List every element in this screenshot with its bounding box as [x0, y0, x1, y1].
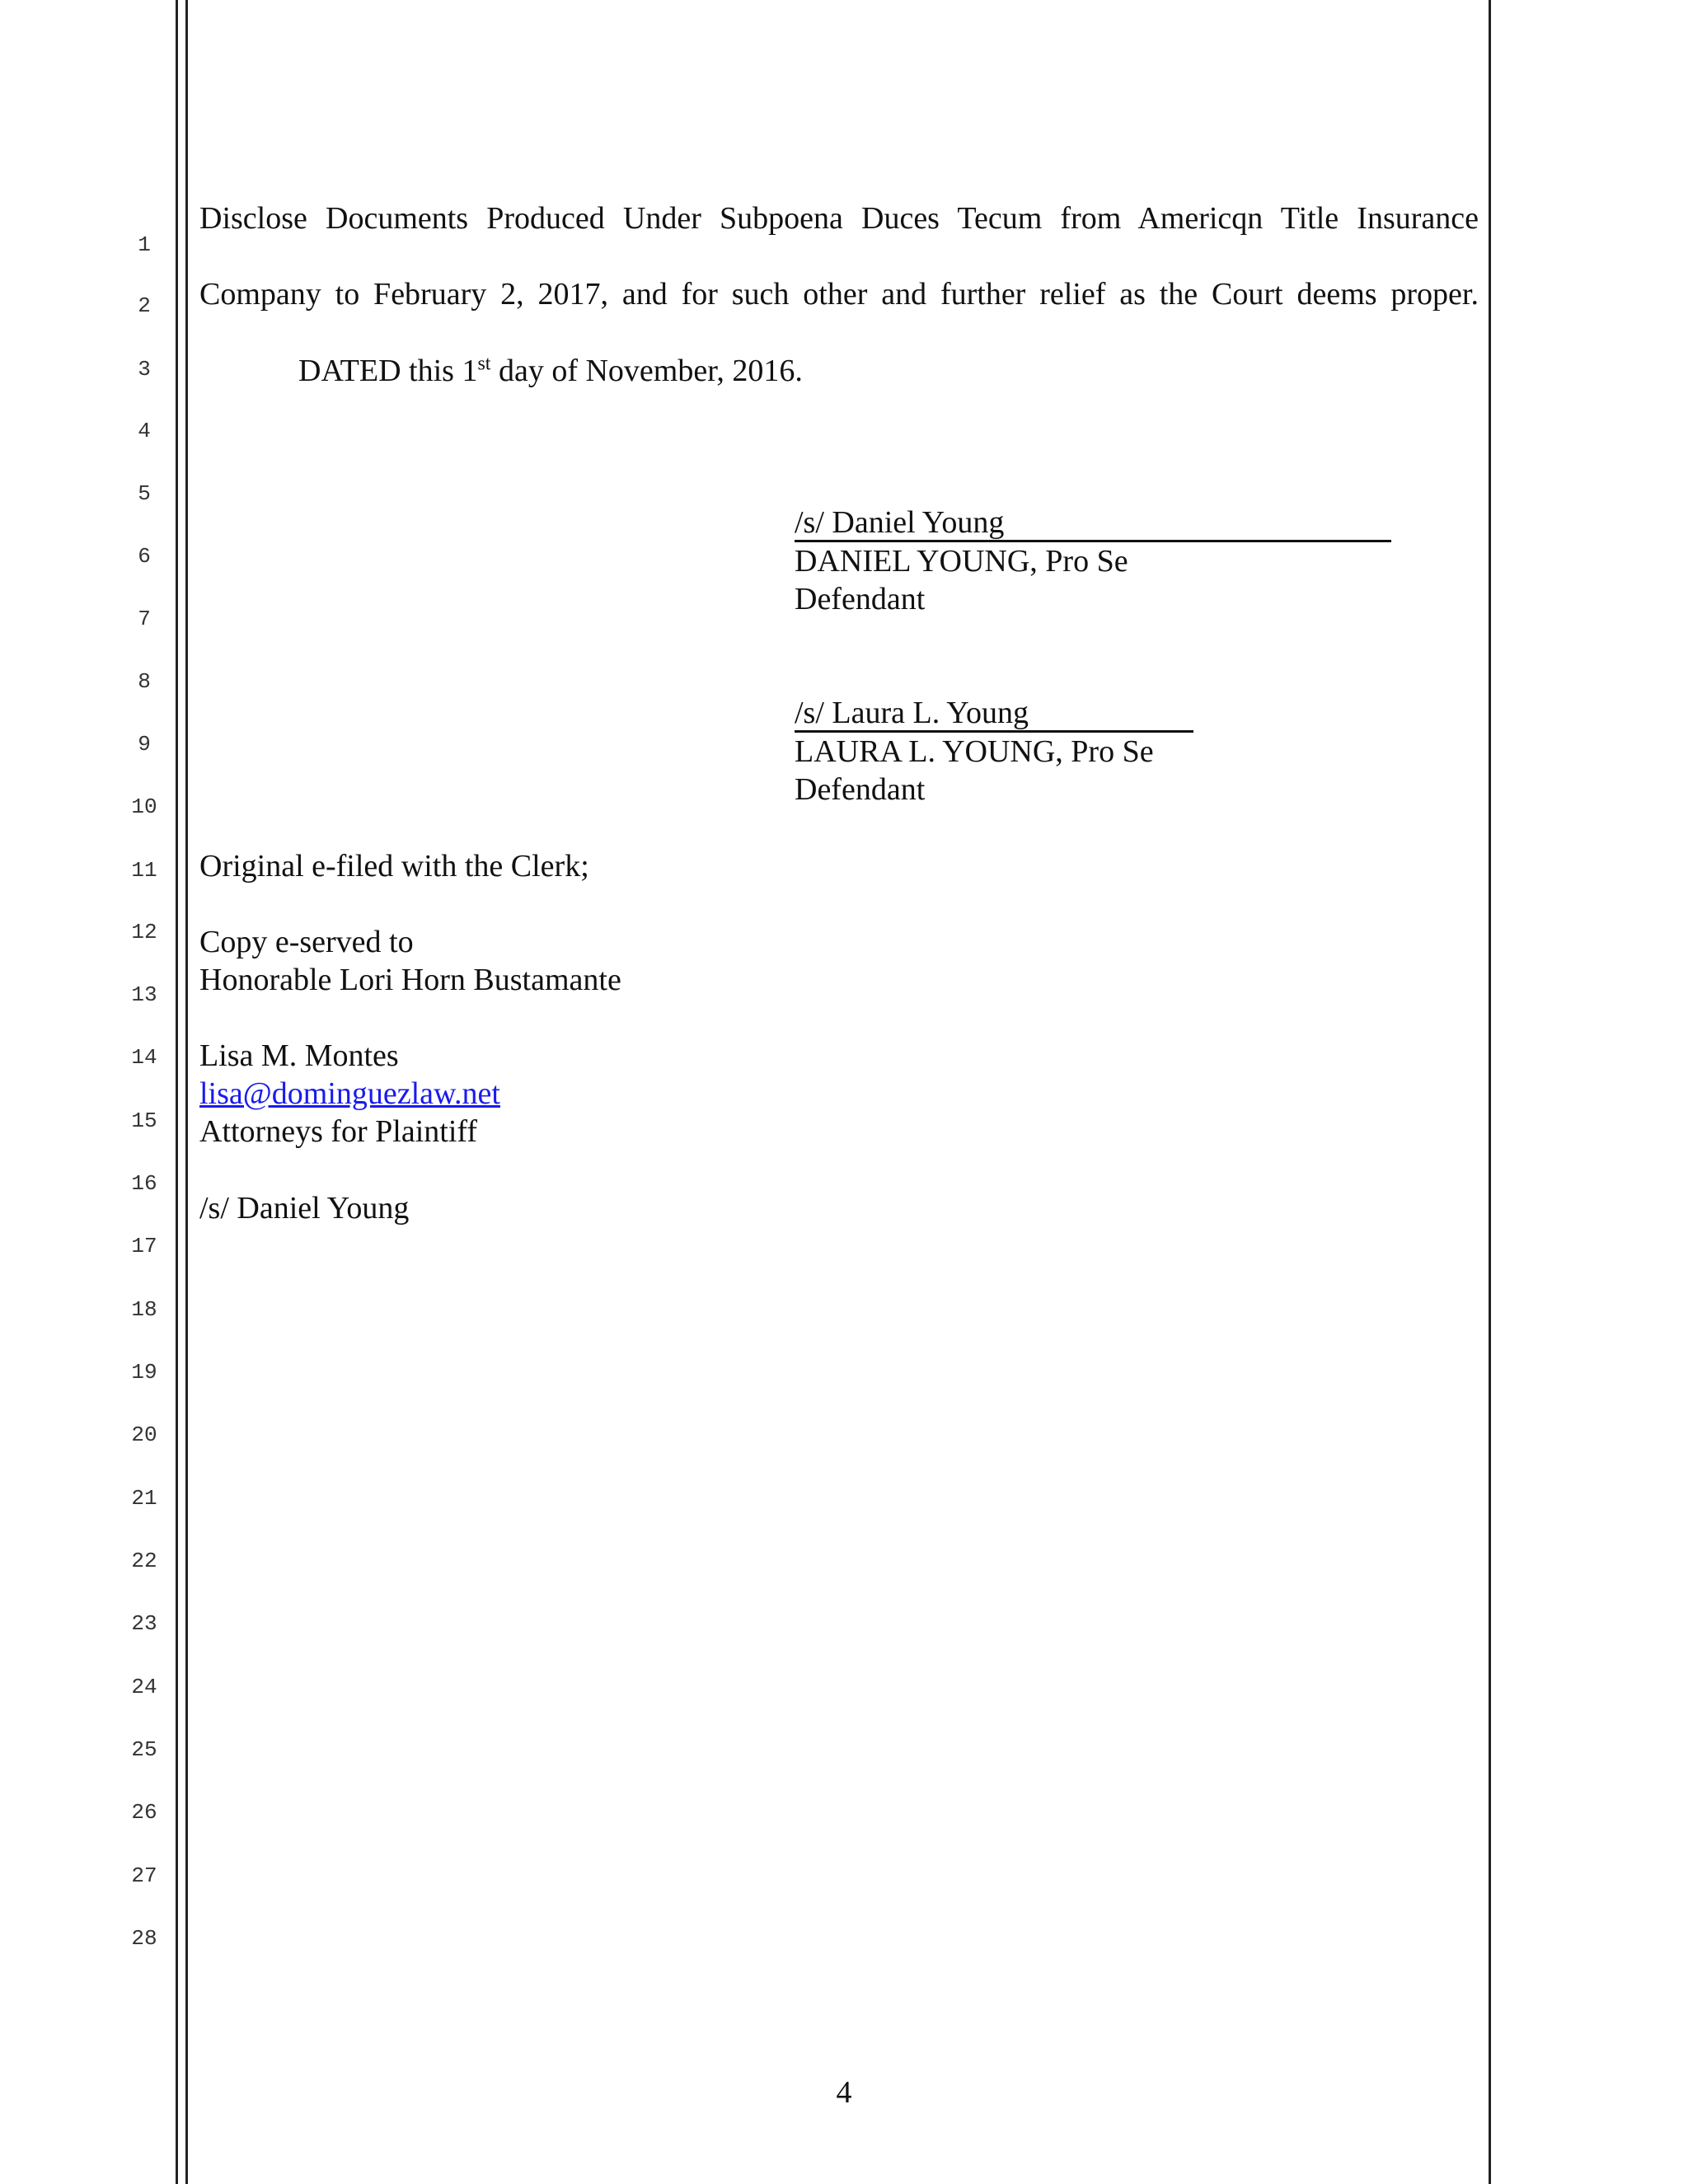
- line-number: 8: [138, 669, 151, 694]
- line-number: 14: [131, 1045, 157, 1070]
- line-number: 20: [131, 1422, 157, 1447]
- judge-name: Honorable Lori Horn Bustamante: [199, 963, 621, 997]
- original-filed-note: Original e-filed with the Clerk;: [199, 849, 589, 883]
- body-line-1: Disclose Documents Produced Under Subpoena Duces Tecum from Americqn Title Insurance: [199, 201, 1479, 236]
- line-number: 22: [131, 1549, 157, 1573]
- line-number: 9: [138, 732, 151, 757]
- line-number: 1: [138, 232, 151, 257]
- right-margin-rule: [1489, 0, 1491, 2184]
- signature-line: /s/ Daniel Young: [795, 507, 1391, 542]
- left-margin-rule-outer: [176, 0, 178, 2184]
- line-number: 18: [131, 1297, 157, 1322]
- signer-role-laura: Defendant: [795, 772, 926, 807]
- copy-served-note: Copy e-served to: [199, 925, 414, 959]
- signature-daniel: [795, 507, 1391, 542]
- line-number: 17: [131, 1234, 157, 1258]
- line-number: 6: [138, 544, 151, 569]
- line-number: 11: [131, 858, 157, 883]
- body-line-2: Company to February 2, 2017, and for such other and further relief as the Court deems proper.: [199, 277, 1479, 312]
- line-number: 16: [131, 1171, 157, 1196]
- line-number: 2: [138, 293, 151, 318]
- attorney-role: Attorneys for Plaintiff: [199, 1114, 478, 1149]
- attorney-email-link[interactable]: lisa@dominguezlaw.net: [199, 1076, 500, 1111]
- line-number: 7: [138, 607, 151, 631]
- line-number: 15: [131, 1108, 157, 1133]
- line-number: 26: [131, 1800, 157, 1825]
- line-number: 13: [131, 982, 157, 1007]
- page-number: 4: [836, 2075, 852, 2110]
- signer-name-laura: LAURA L. YOUNG, Pro Se: [795, 734, 1154, 769]
- signer-name-daniel: DANIEL YOUNG, Pro Se: [795, 544, 1128, 579]
- line-number: 23: [131, 1611, 157, 1636]
- line-number: 21: [131, 1486, 157, 1511]
- line-number: 19: [131, 1360, 157, 1385]
- line-number: 27: [131, 1863, 157, 1888]
- line-number: 28: [131, 1926, 157, 1951]
- attorney-email-line: [199, 1078, 500, 1109]
- line-number: 25: [131, 1737, 157, 1762]
- signature-laura: [795, 697, 1193, 733]
- left-margin-rule-inner: [185, 0, 188, 2184]
- dated-line: DATED this 1st day of November, 2016.: [298, 353, 803, 388]
- line-number: 3: [138, 357, 151, 382]
- line-number: 12: [131, 920, 157, 944]
- line-number: 24: [131, 1675, 157, 1699]
- signature-line: /s/ Laura L. Young: [795, 697, 1193, 733]
- signer-role-daniel: Defendant: [795, 582, 926, 616]
- service-signature: /s/ Daniel Young: [199, 1191, 410, 1226]
- attorney-name: Lisa M. Montes: [199, 1038, 399, 1073]
- line-number: 4: [138, 419, 151, 443]
- line-number: 10: [131, 794, 157, 819]
- ordinal-suffix: st: [477, 353, 491, 375]
- line-number: 5: [138, 481, 151, 506]
